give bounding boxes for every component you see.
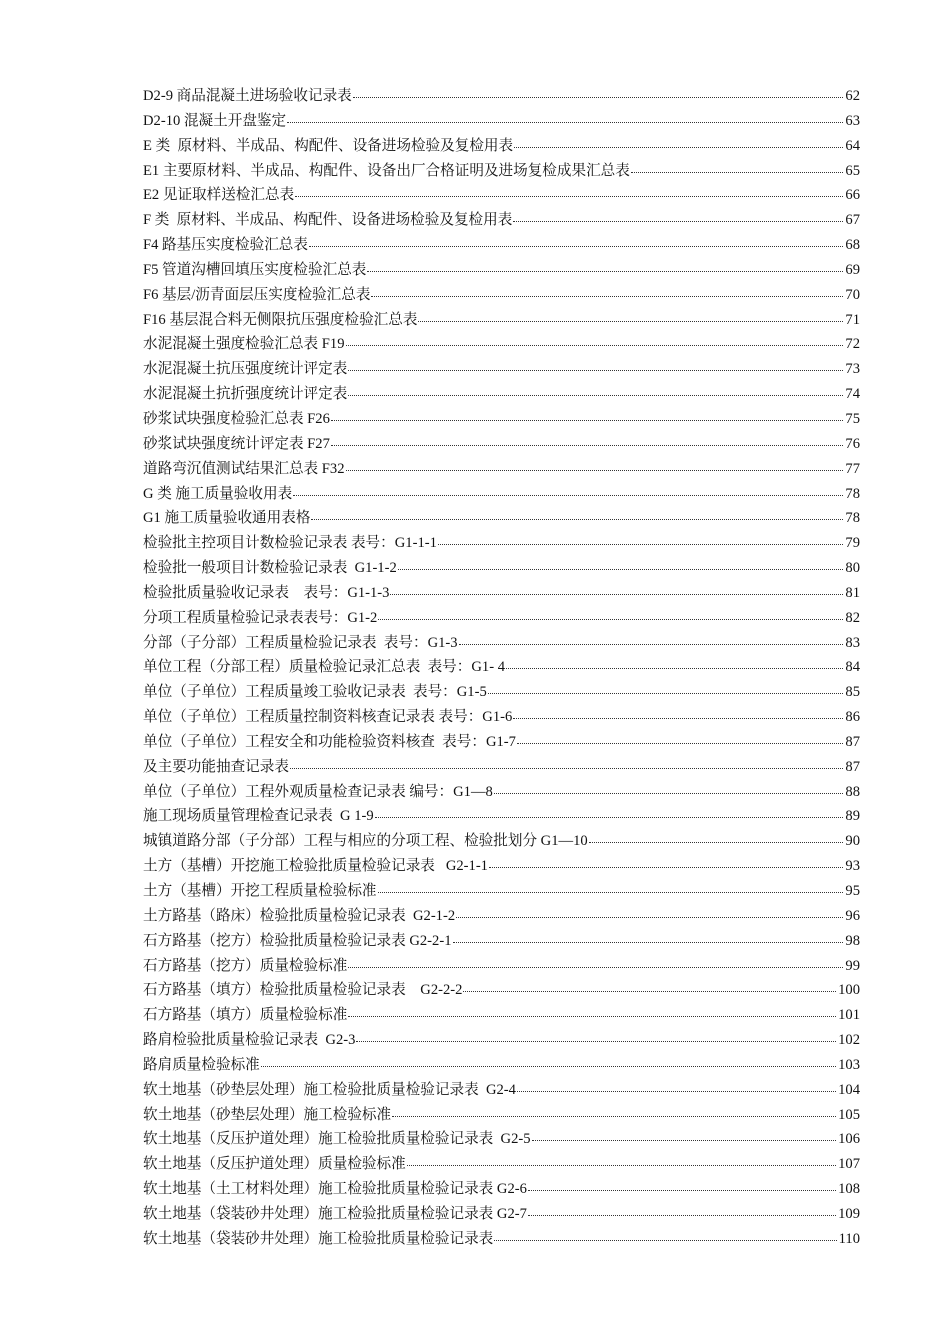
toc-entry[interactable] — [143, 506, 860, 531]
toc-dot-leader — [437, 533, 845, 547]
toc-entry-page-number: 83 — [845, 634, 860, 651]
toc-entry-title: F4 路基压实度检验汇总表 — [143, 237, 309, 254]
toc-entry-title: 砂浆试块强度统计评定表 F27 — [143, 435, 330, 452]
toc-entry-title: 施工现场质量管理检查记录表 G 1-9 — [143, 808, 374, 825]
toc-dot-leader — [330, 434, 845, 448]
toc-entry-page-number: 104 — [838, 1081, 860, 1098]
toc-dot-leader — [516, 1080, 837, 1094]
toc-entry-title: 土方路基（路床）检验批质量检验记录表 G2-1-2 — [143, 907, 456, 924]
toc-entry[interactable] — [143, 109, 860, 134]
toc-entry-title: 城镇道路分部（子分部）工程与相应的分项工程、检验批划分 G1—10 — [143, 833, 588, 850]
toc-dot-leader — [531, 1129, 838, 1143]
toc-dot-leader — [527, 1204, 837, 1218]
toc-dot-leader — [493, 1229, 837, 1243]
toc-entry-page-number: 96 — [845, 907, 860, 924]
toc-entry-title: 检验批主控项目计数检验记录表 表号：G1-1-1 — [143, 535, 437, 552]
toc-entry-page-number: 98 — [845, 932, 860, 949]
toc-entry-page-number: 65 — [845, 162, 860, 179]
toc-entry[interactable] — [143, 457, 860, 482]
toc-entry[interactable] — [143, 308, 860, 333]
toc-entry-title: 砂浆试块强度检验汇总表 F26 — [143, 410, 330, 427]
toc-entry-page-number: 78 — [845, 485, 860, 502]
toc-dot-leader — [391, 1105, 837, 1119]
toc-entry-title: E 类 原材料、半成品、构配件、设备进场检验及复检用表 — [143, 137, 514, 154]
toc-entry-page-number: 90 — [845, 833, 860, 850]
toc-entry-page-number: 78 — [845, 510, 860, 527]
toc-entry[interactable] — [143, 904, 860, 929]
toc-entry-title: 软土地基（袋装砂井处理）施工检验批质量检验记录表 — [143, 1230, 494, 1247]
toc-dot-leader — [330, 409, 845, 423]
toc-entry-page-number: 73 — [845, 361, 860, 378]
toc-entry[interactable] — [143, 929, 860, 954]
toc-entry[interactable] — [143, 1152, 860, 1177]
toc-dot-leader — [406, 1154, 837, 1168]
toc-dot-leader — [352, 86, 845, 100]
toc-entry-page-number: 87 — [845, 758, 860, 775]
toc-entry-page-number: 85 — [845, 684, 860, 701]
toc-entry[interactable] — [143, 357, 860, 382]
toc-entry[interactable] — [143, 954, 860, 979]
toc-entry-title: 软土地基（反压护道处理）施工检验批质量检验记录表 G2-5 — [143, 1131, 531, 1148]
toc-entry-page-number: 84 — [845, 659, 860, 676]
toc-dot-leader — [374, 806, 845, 820]
toc-entry[interactable] — [143, 581, 860, 606]
toc-dot-leader — [310, 508, 844, 522]
toc-dot-leader — [292, 484, 844, 498]
toc-entry[interactable] — [143, 1177, 860, 1202]
toc-entry-page-number: 88 — [845, 783, 860, 800]
toc-entry-title: G1 施工质量验收通用表格 — [143, 510, 311, 527]
toc-entry-title: 软土地基（砂垫层处理）施工检验批质量检验记录表 G2-4 — [143, 1081, 516, 1098]
toc-dot-leader — [347, 359, 844, 373]
toc-entry-page-number: 103 — [838, 1056, 860, 1073]
toc-entry-page-number: 64 — [845, 137, 860, 154]
toc-dot-leader — [377, 608, 844, 622]
toc-dot-leader — [345, 459, 845, 473]
toc-entry-page-number: 108 — [838, 1181, 860, 1198]
toc-dot-leader — [630, 161, 845, 175]
toc-dot-leader — [513, 136, 844, 150]
toc-entry[interactable] — [143, 829, 860, 854]
toc-dot-leader — [458, 633, 845, 647]
toc-entry-title: 路肩质量检验标准 — [143, 1056, 260, 1073]
toc-entry-title: E1 主要原材料、半成品、构配件、设备出厂合格证明及进场复检成果汇总表 — [143, 162, 630, 179]
toc-entry[interactable] — [143, 680, 860, 705]
toc-entry[interactable] — [143, 283, 860, 308]
toc-entry[interactable] — [143, 631, 860, 656]
toc-entry-page-number: 70 — [845, 286, 860, 303]
toc-entry-title: 石方路基（填方）质量检验标准 — [143, 1007, 348, 1024]
toc-entry-page-number: 74 — [845, 386, 860, 403]
toc-entry-page-number: 86 — [845, 709, 860, 726]
toc-dot-leader — [527, 1179, 837, 1193]
toc-dot-leader — [377, 881, 845, 895]
toc-dot-leader — [493, 782, 845, 796]
toc-dot-leader — [455, 906, 844, 920]
toc-entry-title: 及主要功能抽查记录表 — [143, 758, 289, 775]
toc-entry[interactable] — [143, 432, 860, 457]
toc-entry[interactable] — [143, 655, 860, 680]
toc-dot-leader — [512, 707, 844, 721]
toc-entry[interactable] — [143, 730, 860, 755]
toc-entry[interactable] — [143, 1053, 860, 1078]
toc-entry-title: 道路弯沉值测试结果汇总表 F32 — [143, 460, 345, 477]
toc-entry-page-number: 93 — [845, 858, 860, 875]
toc-dot-leader — [516, 732, 844, 746]
toc-entry-page-number: 87 — [845, 733, 860, 750]
toc-dot-leader — [452, 931, 845, 945]
toc-entry[interactable] — [143, 531, 860, 556]
toc-entry-page-number: 95 — [845, 883, 860, 899]
toc-entry[interactable] — [143, 1127, 860, 1152]
toc-dot-leader — [505, 657, 844, 671]
toc-entry[interactable] — [143, 755, 860, 780]
toc-entry[interactable] — [143, 159, 860, 184]
toc-dot-leader — [347, 1005, 837, 1019]
toc-entry-title: 单位（子单位）工程质量竣工验收记录表 表号：G1-5 — [143, 684, 487, 701]
toc-dot-leader — [286, 111, 844, 125]
toc-entry-page-number: 63 — [845, 112, 860, 129]
toc-entry-page-number: 107 — [838, 1156, 860, 1173]
toc-entry-title: F16 基层混合料无侧限抗压强度检验汇总表 — [143, 311, 418, 328]
toc-entry[interactable] — [143, 1227, 860, 1252]
toc-entry-title: 石方路基（填方）检验批质量检验记录表 G2-2-2 — [143, 982, 463, 999]
toc-entry-title: 路肩检验批质量检验记录表 G2-3 — [143, 1032, 356, 1049]
toc-entry-title: 水泥混凝土抗压强度统计评定表 — [143, 361, 348, 378]
toc-dot-leader — [462, 980, 837, 994]
toc-dot-leader — [308, 235, 844, 249]
toc-entry[interactable] — [143, 705, 860, 730]
toc-entry-page-number: 100 — [838, 982, 860, 999]
toc-dot-leader — [417, 310, 844, 324]
toc-entry[interactable] — [143, 879, 860, 904]
toc-entry-page-number: 101 — [838, 1007, 860, 1024]
toc-entry-title: 分项工程质量检验记录表表号：G1-2 — [143, 609, 378, 626]
toc-entry-title: 石方路基（挖方）检验批质量检验记录表 G2-2-1 — [143, 932, 452, 949]
toc-dot-leader — [289, 757, 844, 771]
toc-entry-page-number: 105 — [838, 1106, 860, 1123]
toc-entry-title: F6 基层/沥青面层压实度检验汇总表 — [143, 286, 371, 303]
toc-dot-leader — [389, 583, 844, 597]
toc-entry-page-number: 68 — [845, 237, 860, 254]
toc-entry[interactable] — [143, 482, 860, 507]
toc-entry-title: 单位工程（分部工程）质量检验记录汇总表 表号：G1- 4 — [143, 659, 506, 676]
toc-entry-page-number: 75 — [845, 410, 860, 427]
toc-entry-title: 软土地基（反压护道处理）质量检验标准 — [143, 1156, 406, 1173]
toc-dot-leader — [347, 956, 844, 970]
toc-entry-page-number: 71 — [845, 311, 860, 328]
toc-entry-title: 检验批一般项目计数检验记录表 G1-1-2 — [143, 560, 397, 577]
toc-entry-title: 单位（子单位）工程安全和功能检验资料核查 表号：G1-7 — [143, 733, 516, 750]
toc-dot-leader — [345, 334, 845, 348]
toc-entry-page-number: 109 — [838, 1205, 860, 1222]
toc-entry[interactable] — [143, 1078, 860, 1103]
toc-entry[interactable] — [143, 780, 860, 805]
toc-entry[interactable] — [143, 556, 860, 581]
toc-entry-title: F 类 原材料、半成品、构配件、设备进场检验及复检用表 — [143, 212, 513, 229]
toc-entry-page-number: 77 — [845, 460, 860, 477]
toc-entry-page-number: 99 — [845, 957, 860, 974]
toc-dot-leader — [397, 558, 845, 572]
toc-entry-page-number: 66 — [845, 187, 860, 204]
toc-entry-title: 软土地基（土工材料处理）施工检验批质量检验记录表 G2-6 — [143, 1181, 527, 1198]
toc-entry-page-number: 80 — [845, 560, 860, 577]
toc-entry-page-number: 102 — [838, 1032, 860, 1049]
toc-entry-page-number: 82 — [845, 609, 860, 626]
toc-entry[interactable] — [143, 183, 860, 208]
toc-entry-title: 软土地基（袋装砂井处理）施工检验批质量检验记录表 G2-7 — [143, 1205, 527, 1222]
toc-dot-leader — [488, 856, 844, 870]
toc-entry-page-number: 110 — [838, 1230, 860, 1247]
toc-entry-title: 水泥混凝土抗折强度统计评定表 — [143, 386, 348, 403]
toc-entry-title: 单位（子单位）工程质量控制资料核查记录表 表号：G1-6 — [143, 709, 513, 726]
toc-entry[interactable] — [143, 978, 860, 1003]
toc-entry-title: 水泥混凝土强度检验汇总表 F19 — [143, 336, 345, 353]
toc-entry-page-number: 81 — [845, 584, 860, 601]
toc-entry-page-number: 79 — [845, 535, 860, 552]
toc-entry[interactable] — [143, 1003, 860, 1028]
toc-dot-leader — [260, 1055, 837, 1069]
toc-entry[interactable] — [143, 407, 860, 432]
toc-entry-title: D2-10 混凝土开盘鉴定 — [143, 112, 287, 129]
toc-entry-title: 单位（子单位）工程外观质量检查记录表 编号：G1—8 — [143, 783, 493, 800]
toc-entry-title: 检验批质量验收记录表 表号：G1-1-3 — [143, 584, 390, 601]
table-of-contents — [143, 84, 860, 1252]
toc-dot-leader — [294, 185, 844, 199]
toc-entry-title: 土方（基槽）开挖工程质量检验标准 — [143, 883, 377, 899]
toc-entry[interactable] — [143, 382, 860, 407]
toc-entry[interactable] — [143, 606, 860, 631]
toc-entry-title: E2 见证取样送检汇总表 — [143, 187, 295, 204]
toc-entry[interactable] — [143, 258, 860, 283]
toc-dot-leader — [370, 285, 844, 299]
toc-entry-page-number: 76 — [845, 435, 860, 452]
toc-entry[interactable] — [143, 233, 860, 258]
toc-entry-page-number: 69 — [845, 261, 860, 278]
toc-entry-title: D2-9 商品混凝土进场验收记录表 — [143, 88, 352, 104]
toc-dot-leader — [366, 260, 844, 274]
toc-entry-title: 石方路基（挖方）质量检验标准 — [143, 957, 348, 974]
toc-entry[interactable] — [143, 1028, 860, 1053]
toc-dot-leader — [487, 682, 845, 696]
toc-entry-page-number: 89 — [845, 808, 860, 825]
toc-entry-title: 分部（子分部）工程质量检验记录表 表号：G1-3 — [143, 634, 458, 651]
toc-entry[interactable] — [143, 208, 860, 233]
toc-entry-title: G 类 施工质量验收用表 — [143, 485, 293, 502]
toc-entry[interactable] — [143, 1103, 860, 1128]
toc-dot-leader — [355, 1030, 837, 1044]
toc-entry-page-number: 72 — [845, 336, 860, 353]
toc-dot-leader — [347, 384, 844, 398]
toc-entry[interactable] — [143, 1202, 860, 1227]
toc-entry[interactable] — [143, 84, 860, 109]
toc-entry-title: F5 管道沟槽回填压实度检验汇总表 — [143, 261, 367, 278]
toc-entry[interactable] — [143, 804, 860, 829]
toc-entry[interactable] — [143, 134, 860, 159]
toc-entry-page-number: 106 — [838, 1131, 860, 1148]
toc-dot-leader — [588, 831, 845, 845]
toc-entry-page-number: 62 — [845, 88, 860, 104]
toc-entry[interactable] — [143, 332, 860, 357]
toc-entry-page-number: 67 — [845, 212, 860, 229]
toc-entry[interactable] — [143, 854, 860, 879]
toc-entry-title: 土方（基槽）开挖施工检验批质量检验记录表 G2-1-1 — [143, 858, 488, 875]
toc-dot-leader — [512, 210, 844, 224]
toc-entry-title: 软土地基（砂垫层处理）施工检验标准 — [143, 1106, 392, 1123]
